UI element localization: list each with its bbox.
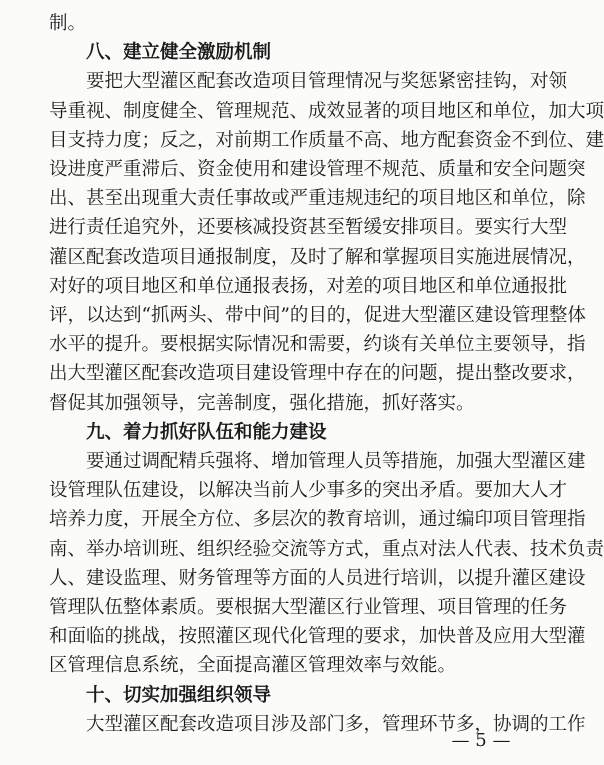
paragraph-line: 设管理队伍建设，以解决当前人少事多的突出矛盾。要加大人才 <box>49 480 568 501</box>
text-line: 制。 <box>49 13 87 34</box>
paragraph-line: 南、举办培训班、组织经验交流等方式，重点对法人代表、技术负责 <box>49 539 604 560</box>
paragraph-line: 人、建设监理、财务管理等方面的人员进行培训，以提升灌区建设 <box>49 568 586 589</box>
paragraph-line: 灌区配套改造项目通报制度，及时了解和掌握项目实施进展情况， <box>49 247 586 268</box>
page-number: — 5 — <box>451 730 511 751</box>
paragraph-line: 进行责任追究外，还要核减投资甚至暂缓安排项目。要实行大型 <box>49 217 568 238</box>
section-heading-8: 八、建立健全激励机制 <box>86 42 272 63</box>
paragraph-line: 对好的项目地区和单位通报表扬，对差的项目地区和单位通报批 <box>49 276 568 297</box>
paragraph-line: 出、甚至出现重大责任事故或严重违规违纪的项目地区和单位，除 <box>49 188 586 209</box>
paragraph-line: 导重视、制度健全、管理规范、成效显著的项目地区和单位，加大项 <box>49 101 604 122</box>
paragraph-line: 水平的提升。要根据实际情况和需要，约谈有关单位主要领导，指 <box>49 334 586 355</box>
paragraph-line: 要把大型灌区配套改造项目管理情况与奖惩紧密挂钩，对领 <box>86 71 568 92</box>
section-heading-10: 十、切实加强组织领导 <box>86 685 272 706</box>
paragraph-line: 区管理信息系统，全面提高灌区管理效率与效能。 <box>49 655 457 676</box>
paragraph-line: 督促其加强领导，完善制度，强化措施，抓好落实。 <box>49 393 475 414</box>
paragraph-line: 评，以达到“抓两头、带中间”的目的，促进大型灌区建设管理整体 <box>49 305 586 326</box>
paragraph-line: 和面临的挑战，按照灌区现代化管理的要求，加快普及应用大型灌 <box>49 626 586 647</box>
paragraph-line: 管理队伍整体素质。要根据大型灌区行业管理、项目管理的任务 <box>49 597 568 618</box>
section-heading-9: 九、着力抓好队伍和能力建设 <box>86 422 327 443</box>
paragraph-line: 设进度严重滞后、资金使用和建设管理不规范、质量和安全问题突 <box>49 159 586 180</box>
paragraph-line: 大型灌区配套改造项目涉及部门多，管理环节多，协调的工作 <box>86 714 586 735</box>
paragraph-line: 培养力度，开展全方位、多层次的教育培训，通过编印项目管理指 <box>49 509 586 530</box>
paragraph-line: 目支持力度；反之，对前期工作质量不高、地方配套资金不到位、建 <box>49 130 604 151</box>
paragraph-line: 出大型灌区配套改造项目建设管理中存在的问题，提出整改要求， <box>49 363 586 384</box>
paragraph-line: 要通过调配精兵强将、增加管理人员等措施，加强大型灌区建 <box>86 451 586 472</box>
